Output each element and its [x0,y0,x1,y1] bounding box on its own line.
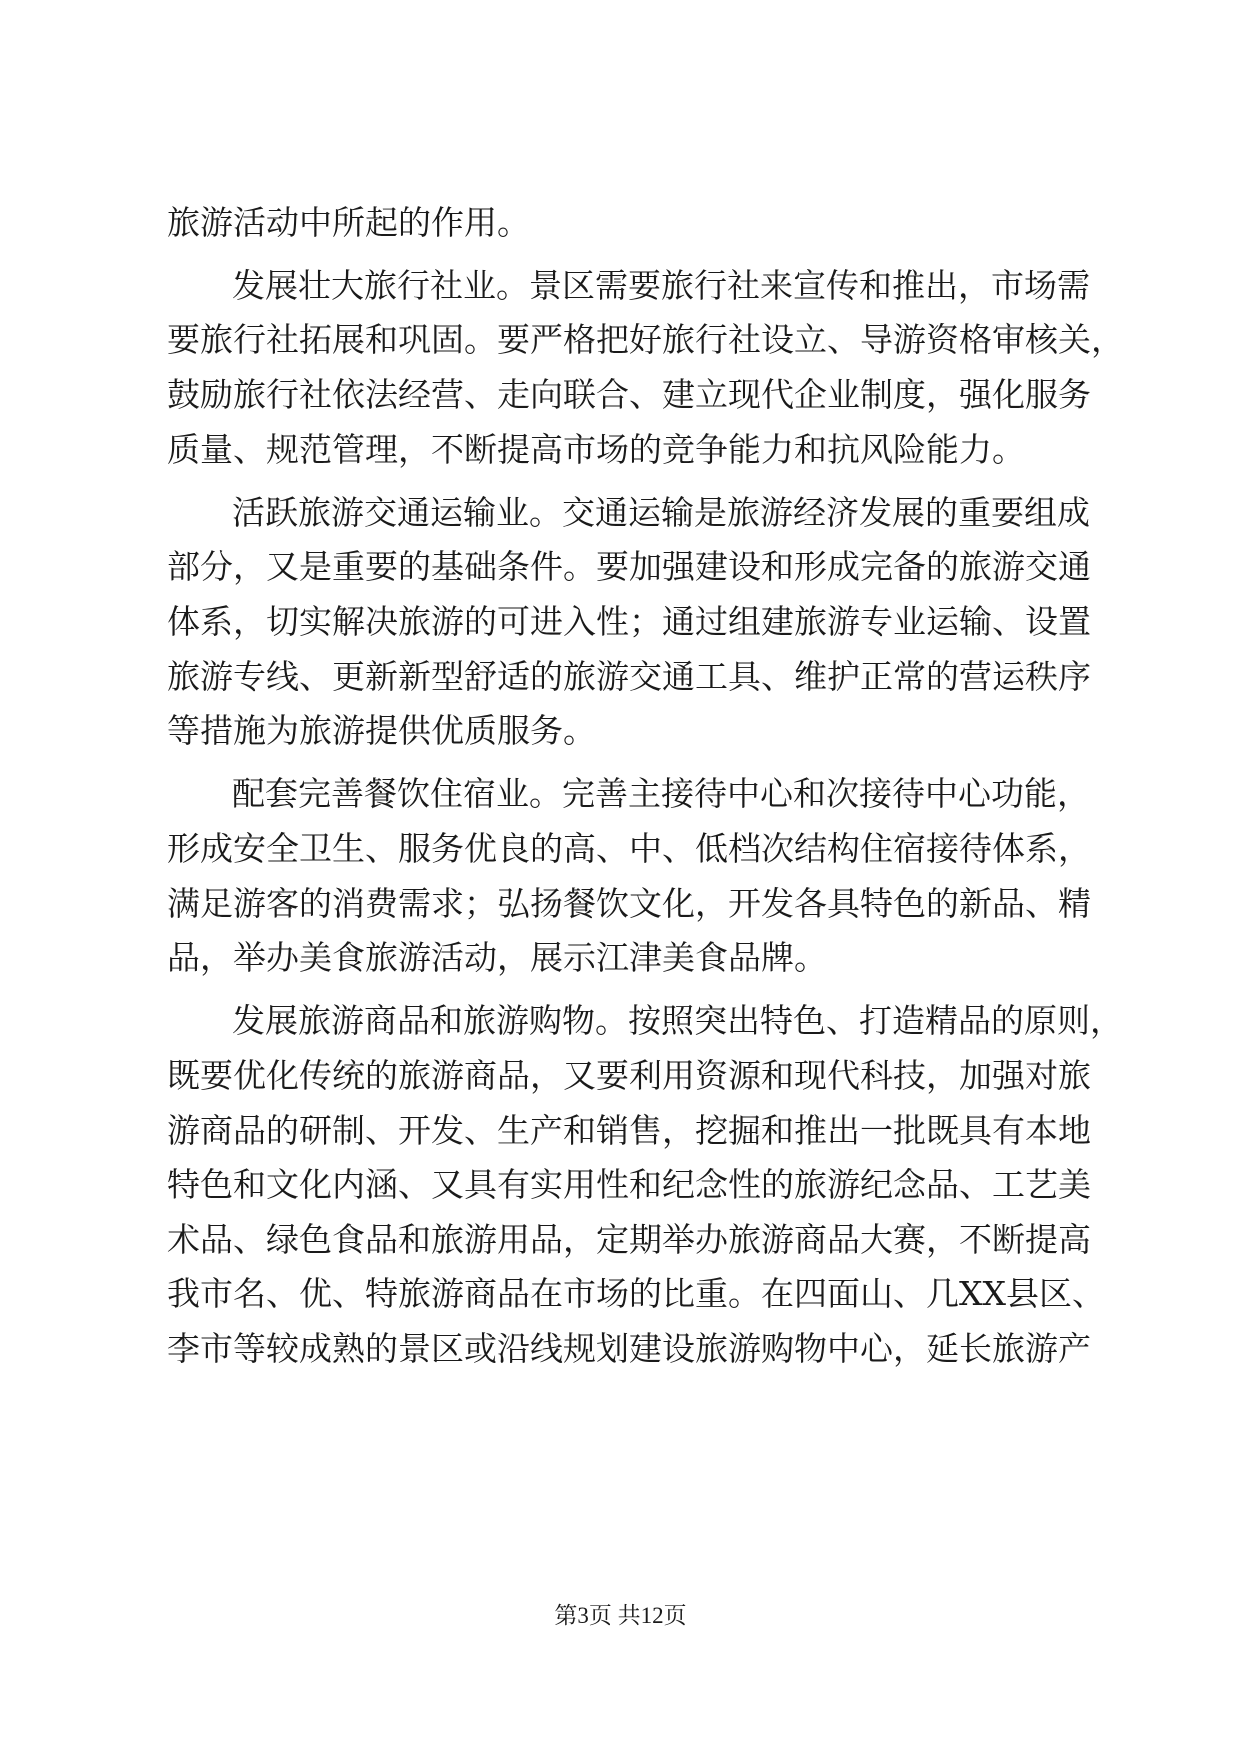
text-line: 品，举办美食旅游活动，展示江津美食品牌。 [167,938,827,977]
text-line: 形成安全卫生、服务优良的高、中、低档次结构住宿接待体系， [167,829,1091,868]
text-line: 既要优化传统的旅游商品，又要利用资源和现代科技，加强对旅 [167,1056,1091,1095]
text-line: 部分，又是重要的基础条件。要加强建设和形成完备的旅游交通 [167,547,1091,586]
paragraph-first-line: 活跃旅游交通运输业。交通运输是旅游经济发展的重要组成 [232,493,1090,532]
text-line: 质量、规范管理，不断提高市场的竞争能力和抗风险能力。 [167,430,1025,469]
paragraph-first-line: 发展壮大旅行社业。景区需要旅行社来宣传和推出，市场需 [232,266,1090,305]
text-line: 术品、绿色食品和旅游用品，定期举办旅游商品大赛，不断提高 [167,1220,1091,1259]
text-line: 要旅行社拓展和巩固。要严格把好旅行社设立、导游资格审核关， [167,320,1124,359]
text-line: 等措施为旅游提供优质服务。 [167,711,596,750]
text-line: 我市名、优、特旅游商品在市场的比重。在四面山、几XX县区、 [167,1274,1105,1313]
text-line: 满足游客的消费需求；弘扬餐饮文化，开发各具特色的新品、精 [167,884,1091,923]
text-line: 特色和文化内涵、又具有实用性和纪念性的旅游纪念品、工艺美 [167,1165,1091,1204]
text-line: 旅游专线、更新新型舒适的旅游交通工具、维护正常的营运秩序 [167,657,1091,696]
paragraph-first-line: 配套完善餐饮住宿业。完善主接待中心和次接待中心功能， [232,774,1090,813]
text-line: 李市等较成熟的景区或沿线规划建设旅游购物中心，延长旅游产 [167,1329,1091,1368]
text-line: 体系，切实解决旅游的可进入性；通过组建旅游专业运输、设置 [167,602,1091,641]
text-line: 游商品的研制、开发、生产和销售，挖掘和推出一批既具有本地 [167,1111,1091,1150]
text-line: 旅游活动中所起的作用。 [167,203,530,242]
text-line: 鼓励旅行社依法经营、走向联合、建立现代企业制度，强化服务 [167,375,1091,414]
page-number-footer: 第3页 共12页 [554,1603,687,1628]
paragraph-first-line: 发展旅游商品和旅游购物。按照突出特色、打造精品的原则， [232,1001,1123,1040]
